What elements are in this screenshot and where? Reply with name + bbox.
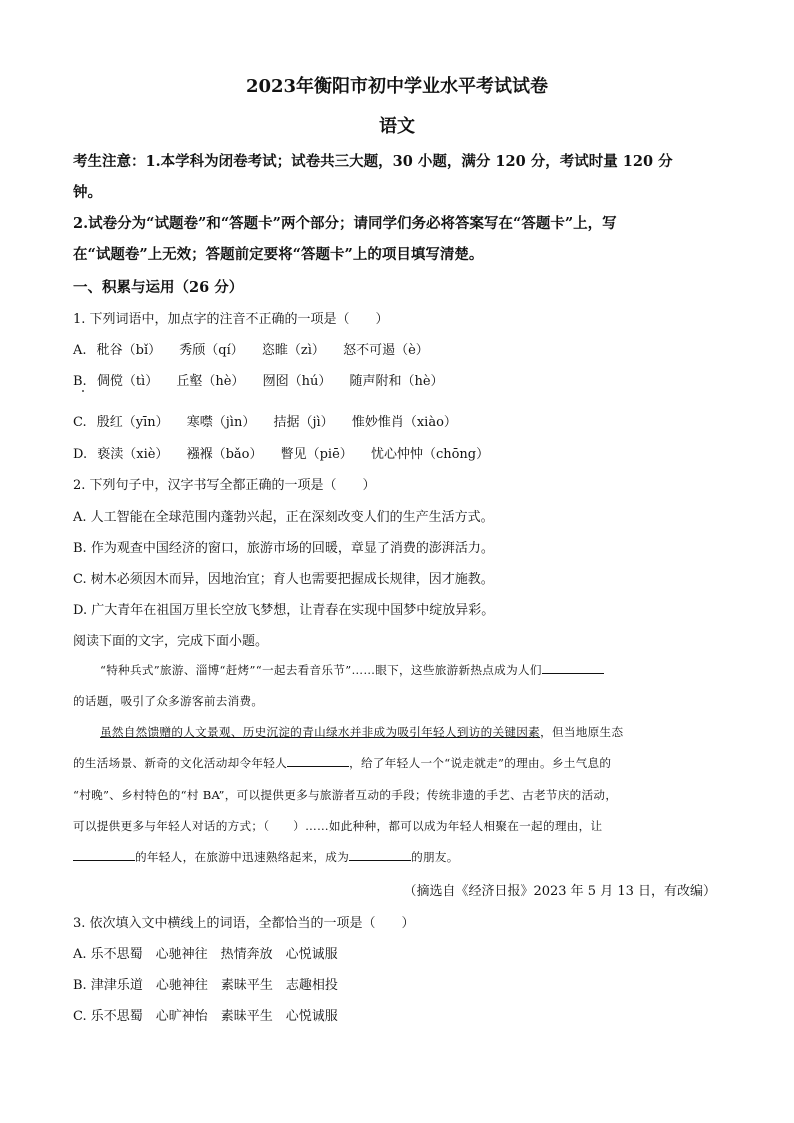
option-item: 惟妙惟肖（xiào） — [351, 415, 457, 430]
question-2-option-c: C. 树木必须因木而异，因地治宜；育人也需要把握成长规律，因才施教。 — [73, 572, 494, 587]
reading-intro: 阅读下面的文字，完成下面小题。 — [73, 634, 269, 649]
question-1-option-d — [73, 443, 723, 462]
option-item: 秕谷（bǐ） — [96, 343, 162, 358]
question-1-option-c — [73, 411, 723, 430]
passage-line-7 — [73, 849, 723, 865]
exam-title: 2023年衡阳市初中学业水平考试试卷 — [245, 76, 549, 97]
notice-line-2: 钟。 — [73, 184, 102, 201]
option-item: 怒不可遏（è） — [343, 343, 429, 358]
stray-dot — [82, 390, 84, 392]
option-label: D. — [73, 447, 88, 462]
question-3-option-a: A. 乐不思蜀 心驰神往 热情奔放 心悦诚服 — [73, 947, 338, 962]
passage-line-6: 可以提供更多与年轻人对话的方式；（ ）……如此种种，都可以成为年轻人相聚在一起的理由，让 — [73, 819, 603, 833]
passage-line-4 — [73, 755, 723, 771]
fill-blank — [287, 755, 349, 767]
passage-source: （摘选自《经济日报》2023 年 5 月 13 日，有改编） — [403, 884, 716, 899]
fill-blank — [542, 662, 604, 674]
passage-text: ，给了年轻人一个“说走就走”的理由。乡土气息的 — [349, 756, 612, 770]
subject-title: 语文 — [379, 116, 415, 137]
passage-text: 的生活场景、新奇的文化活动却令年轻人 — [73, 756, 288, 770]
passage-text: “特种兵式”旅游、淄博“赶烤”“一起去看音乐节”……眼下，这些旅游新热点成为人们 — [100, 663, 542, 677]
question-1-option-b — [73, 370, 723, 389]
option-item: 殷红（yīn） — [96, 415, 169, 430]
option-item: 丘壑（hè） — [176, 374, 245, 389]
question-2-option-d: D. 广大青年在祖国万里长空放飞梦想，让青春在实现中国梦中绽放异彩。 — [73, 603, 495, 618]
option-item: 随声附和（hè） — [349, 374, 444, 389]
question-2-option-a: A. 人工智能在全球范围内蓬勃兴起，正在深刻改变人们的生产生活方式。 — [73, 510, 494, 525]
question-3-stem: 3. 依次填入文中横线上的词语，全都恰当的一项是（ ） — [73, 916, 415, 931]
fill-blank — [73, 849, 135, 861]
passage-line-5: “村晚”、乡村特色的“村 BA”，可以提供更多与旅游者互动的手段；传统非遗的手艺、古老节庆的活动， — [73, 788, 618, 802]
question-2-stem: 2. 下列句子中，汉字书写全都正确的一项是（ ） — [73, 478, 376, 493]
option-item: 秀颀（qí） — [179, 343, 244, 358]
section-heading: 一、积累与运用（26 分） — [73, 279, 244, 296]
option-label: A. — [73, 343, 87, 358]
option-item: 瞥见（piē） — [280, 447, 353, 462]
passage-text: 的朋友。 — [411, 850, 459, 864]
option-item: 倜傥（tì） — [96, 374, 159, 389]
question-3-option-b: B. 津津乐道 心驰神往 素昧平生 志趣相投 — [73, 978, 338, 993]
passage-line-2: 的话题，吸引了众多游客前去消费。 — [73, 694, 264, 708]
option-item: 寒噤（jìn） — [186, 415, 256, 430]
notice-line-1: 考生注意：1.本学科为闭卷考试；试卷共三大题，30 小题，满分 120 分，考试时量 120 分 — [73, 153, 673, 170]
notice-line-4: 在“试题卷”上无效；答题前定要将“答题卡”上的项目填写清楚。 — [73, 246, 484, 263]
passage-line-1 — [100, 662, 750, 678]
option-item: 囫囵（hú） — [262, 374, 332, 389]
question-2-option-b: B. 作为观查中国经济的窗口，旅游市场的回暖，章显了消费的澎湃活力。 — [73, 541, 494, 556]
option-item: 拮据（jì） — [273, 415, 334, 430]
passage-text: 的年轻人，在旅游中迅速熟络起来，成为 — [135, 850, 350, 864]
option-item: 亵渎（xiè） — [97, 447, 169, 462]
underlined-sentence: 虽然自然馈赠的人文景观、历史沉淀的青山绿水并非成为吸引年轻人到访的关键因素 — [100, 725, 541, 739]
option-label: C. — [73, 415, 87, 430]
question-1-option-a — [73, 339, 723, 358]
passage-line-3 — [100, 724, 750, 740]
fill-blank — [349, 849, 411, 861]
option-item: 忧心忡忡（chōng） — [370, 447, 490, 462]
option-item: 襁褓（bǎo） — [186, 447, 263, 462]
notice-line-3: 2.试卷分为“试题卷”和“答题卡”两个部分；请同学们务必将答案写在“答题卡”上，写 — [73, 215, 617, 232]
passage-text: ，但当地原生态 — [540, 725, 624, 739]
option-label: B. — [73, 374, 87, 389]
question-3-option-c: C. 乐不思蜀 心旷神怡 素昧平生 心悦诚服 — [73, 1009, 338, 1024]
question-1-stem: 1. 下列词语中，加点字的注音不正确的一项是（ ） — [73, 312, 389, 327]
option-item: 恣睢（zì） — [261, 343, 325, 358]
